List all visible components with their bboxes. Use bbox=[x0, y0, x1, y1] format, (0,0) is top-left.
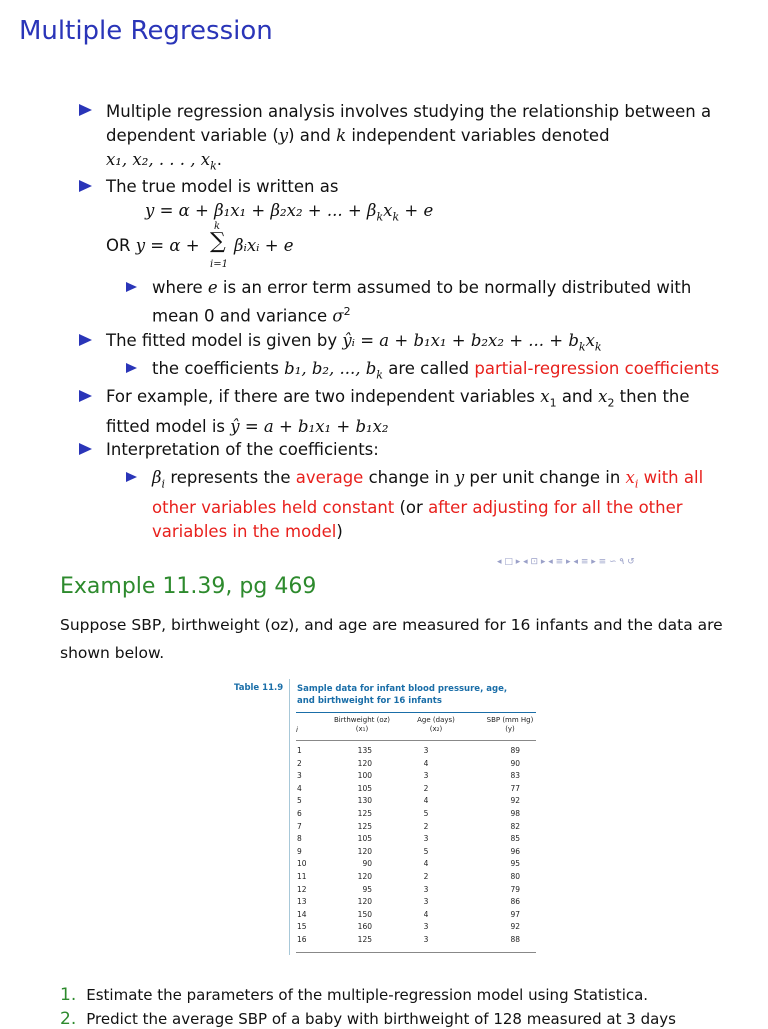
example-paragraph-line-2: shown below. bbox=[60, 644, 165, 662]
table-cell: 4 bbox=[423, 758, 429, 768]
table-cell: 90 bbox=[362, 859, 372, 869]
sum-term: βᵢxᵢ + e bbox=[234, 236, 294, 255]
table-cell: 120 bbox=[357, 872, 372, 881]
table-cell: 7 bbox=[297, 821, 302, 831]
table-cell: 90 bbox=[510, 758, 520, 768]
table-cell: 3 bbox=[423, 771, 429, 781]
bullet-triangle-icon bbox=[79, 334, 92, 346]
table-cell: 150 bbox=[357, 909, 372, 919]
bullet-1-line-1: Multiple regression analysis involves studying the relationship between a bbox=[106, 102, 712, 121]
bullet-triangle-icon bbox=[79, 390, 92, 402]
table-cell: 3 bbox=[423, 897, 429, 907]
table-cell: 5 bbox=[423, 809, 429, 818]
table-cell: 4 bbox=[423, 909, 429, 919]
table-cell: 2 bbox=[423, 821, 429, 831]
table-cell: 3 bbox=[423, 834, 429, 844]
table-cell: 92 bbox=[510, 796, 520, 806]
header-sbp: SBP (mm Hg) (y) bbox=[486, 716, 534, 733]
sub-bullet-coefficients: the coefficients b₁, b₂, ..., $b_k$ are called partial-regression coefficients bbox=[152, 359, 720, 382]
table-cell: 5 bbox=[423, 846, 429, 856]
question-2: 2. Predict the average SBP of a baby with birthweight of 128 measured at 3 days bbox=[60, 1009, 676, 1029]
table-cell: 85 bbox=[510, 834, 520, 844]
table-cell: 5 bbox=[297, 796, 302, 806]
table-cell: 12 bbox=[297, 884, 307, 894]
sum-symbol: ∑ bbox=[210, 229, 226, 254]
table-cell: 77 bbox=[510, 783, 520, 793]
table-cell: 8 bbox=[297, 834, 302, 844]
table-cell: 3 bbox=[423, 922, 429, 932]
bullet-triangle-icon bbox=[79, 443, 92, 455]
table-cell: 3 bbox=[423, 746, 429, 755]
bullet-1-line-3: x₁, x₂, . . . , $x_k$. bbox=[106, 150, 223, 173]
table-cell: 16 bbox=[297, 935, 307, 944]
table-cell: 130 bbox=[357, 796, 372, 806]
table-cell: 125 bbox=[357, 809, 372, 818]
example-title: Example 11.39, pg 469 bbox=[60, 574, 317, 599]
table-cell: 92 bbox=[510, 922, 520, 932]
table-cell: 120 bbox=[357, 846, 372, 856]
table-label: Table 11.9 bbox=[234, 683, 284, 693]
table-bottom-rule bbox=[296, 952, 536, 953]
table-cell: 80 bbox=[510, 872, 520, 881]
table-cell: 4 bbox=[297, 783, 302, 793]
sub-bullet-interpretation: $\beta_i$ represents the average change in y per unit change in $x_i$ with all other variables held constant (or after adjusting for all the other variables in the model) bbox=[152, 468, 704, 542]
header-birthweight: Birthweight (oz) (x₁) bbox=[333, 716, 391, 733]
table-cell: 6 bbox=[297, 809, 302, 818]
table-cell: 96 bbox=[510, 846, 520, 856]
table-cell: 2 bbox=[423, 783, 429, 793]
table-top-rule bbox=[296, 712, 536, 713]
table-cell: 97 bbox=[510, 909, 520, 919]
beamer-navigation-bar[interactable]: ◂ □ ▸ ◂ ⊡ ▸ ◂ ≡ ▸ ◂ ≡ ▸ ≡ ∽ ۹ ↺ bbox=[497, 557, 635, 567]
bullet-2: The true model is written as bbox=[106, 177, 339, 196]
table-header-rule bbox=[296, 740, 536, 741]
table-cell: 88 bbox=[510, 935, 520, 944]
or-equation: OR y = α + bbox=[106, 236, 200, 255]
table-cell: 82 bbox=[510, 821, 520, 831]
table-cell: 125 bbox=[357, 935, 372, 944]
table-cell: 2 bbox=[297, 758, 302, 768]
table-cell: 13 bbox=[297, 897, 307, 907]
table-cell: 135 bbox=[357, 746, 372, 755]
table-cell: 95 bbox=[362, 884, 372, 894]
table-divider bbox=[289, 679, 290, 955]
table-cell: 9 bbox=[297, 846, 302, 856]
table-cell: 1 bbox=[297, 746, 302, 755]
bullet-triangle-icon bbox=[79, 180, 92, 192]
table-cell: 83 bbox=[510, 771, 520, 781]
table-cell: 105 bbox=[357, 834, 372, 844]
table-cell: 15 bbox=[297, 922, 307, 932]
bullet-4: For example, if there are two independent variables $x_1$ and $x_2$ then the fitted model is ŷ = a + b₁x₁ + b₁x₂ bbox=[106, 387, 690, 437]
table-cell: 125 bbox=[357, 821, 372, 831]
header-i: i bbox=[296, 726, 298, 734]
bullet-1-line-2: dependent variable (y) and k independent variables denoted bbox=[106, 126, 610, 145]
table-cell: 120 bbox=[357, 758, 372, 768]
table-cell: 4 bbox=[423, 796, 429, 806]
table-cell: 2 bbox=[423, 872, 429, 881]
sub-bullet-triangle-icon bbox=[126, 472, 137, 482]
bullet-1 bbox=[106, 100, 746, 178]
table-cell: 98 bbox=[510, 809, 520, 818]
sum-lower-limit: i=1 bbox=[210, 259, 228, 270]
bullet-3: The fitted model is given by ŷᵢ = a + b₁x₁ + b₂x₂ + ... + $b_kx_k$ bbox=[106, 331, 602, 354]
sub-bullet-triangle-icon bbox=[126, 282, 137, 292]
table-cell: 160 bbox=[357, 922, 372, 932]
table-cell: 79 bbox=[510, 884, 520, 894]
table-cell: 100 bbox=[357, 771, 372, 781]
table-cell: 3 bbox=[297, 771, 302, 781]
table-caption: Sample data for infant blood pressure, age, and birthweight for 16 infants bbox=[297, 684, 508, 706]
header-age: Age (days) (x₂) bbox=[417, 716, 455, 733]
bullet-triangle-icon bbox=[79, 104, 92, 116]
example-paragraph-line-1: Suppose SBP, birthweight (oz), and age are measured for 16 infants and the data are bbox=[60, 616, 723, 634]
table-cell: 14 bbox=[297, 909, 307, 919]
sum-upper-limit: k bbox=[214, 221, 221, 232]
true-model-equation: y = α + β₁x₁ + β₂x₂ + ... + $\beta_kx_k + e$ bbox=[145, 201, 434, 224]
table-cell: 11 bbox=[297, 872, 307, 881]
table-cell: 3 bbox=[423, 884, 429, 894]
table-cell: 3 bbox=[423, 935, 429, 944]
table-cell: 95 bbox=[510, 859, 520, 869]
question-1: 1. Estimate the parameters of the multiple-regression model using Statistica. bbox=[60, 985, 649, 1005]
bullet-5: Interpretation of the coefficients: bbox=[106, 440, 379, 459]
table-cell: 4 bbox=[423, 859, 429, 869]
slide-title: Multiple Regression bbox=[19, 16, 273, 46]
table-cell: 120 bbox=[357, 897, 372, 907]
table-cell: 105 bbox=[357, 783, 372, 793]
sub-bullet-error-term: where e is an error term assumed to be normally distributed with mean 0 and variance $\sigma^2$ bbox=[152, 278, 692, 326]
table-cell: 10 bbox=[297, 859, 307, 869]
table-cell: 86 bbox=[510, 897, 520, 907]
table-cell: 89 bbox=[510, 746, 520, 755]
sub-bullet-triangle-icon bbox=[126, 363, 137, 373]
